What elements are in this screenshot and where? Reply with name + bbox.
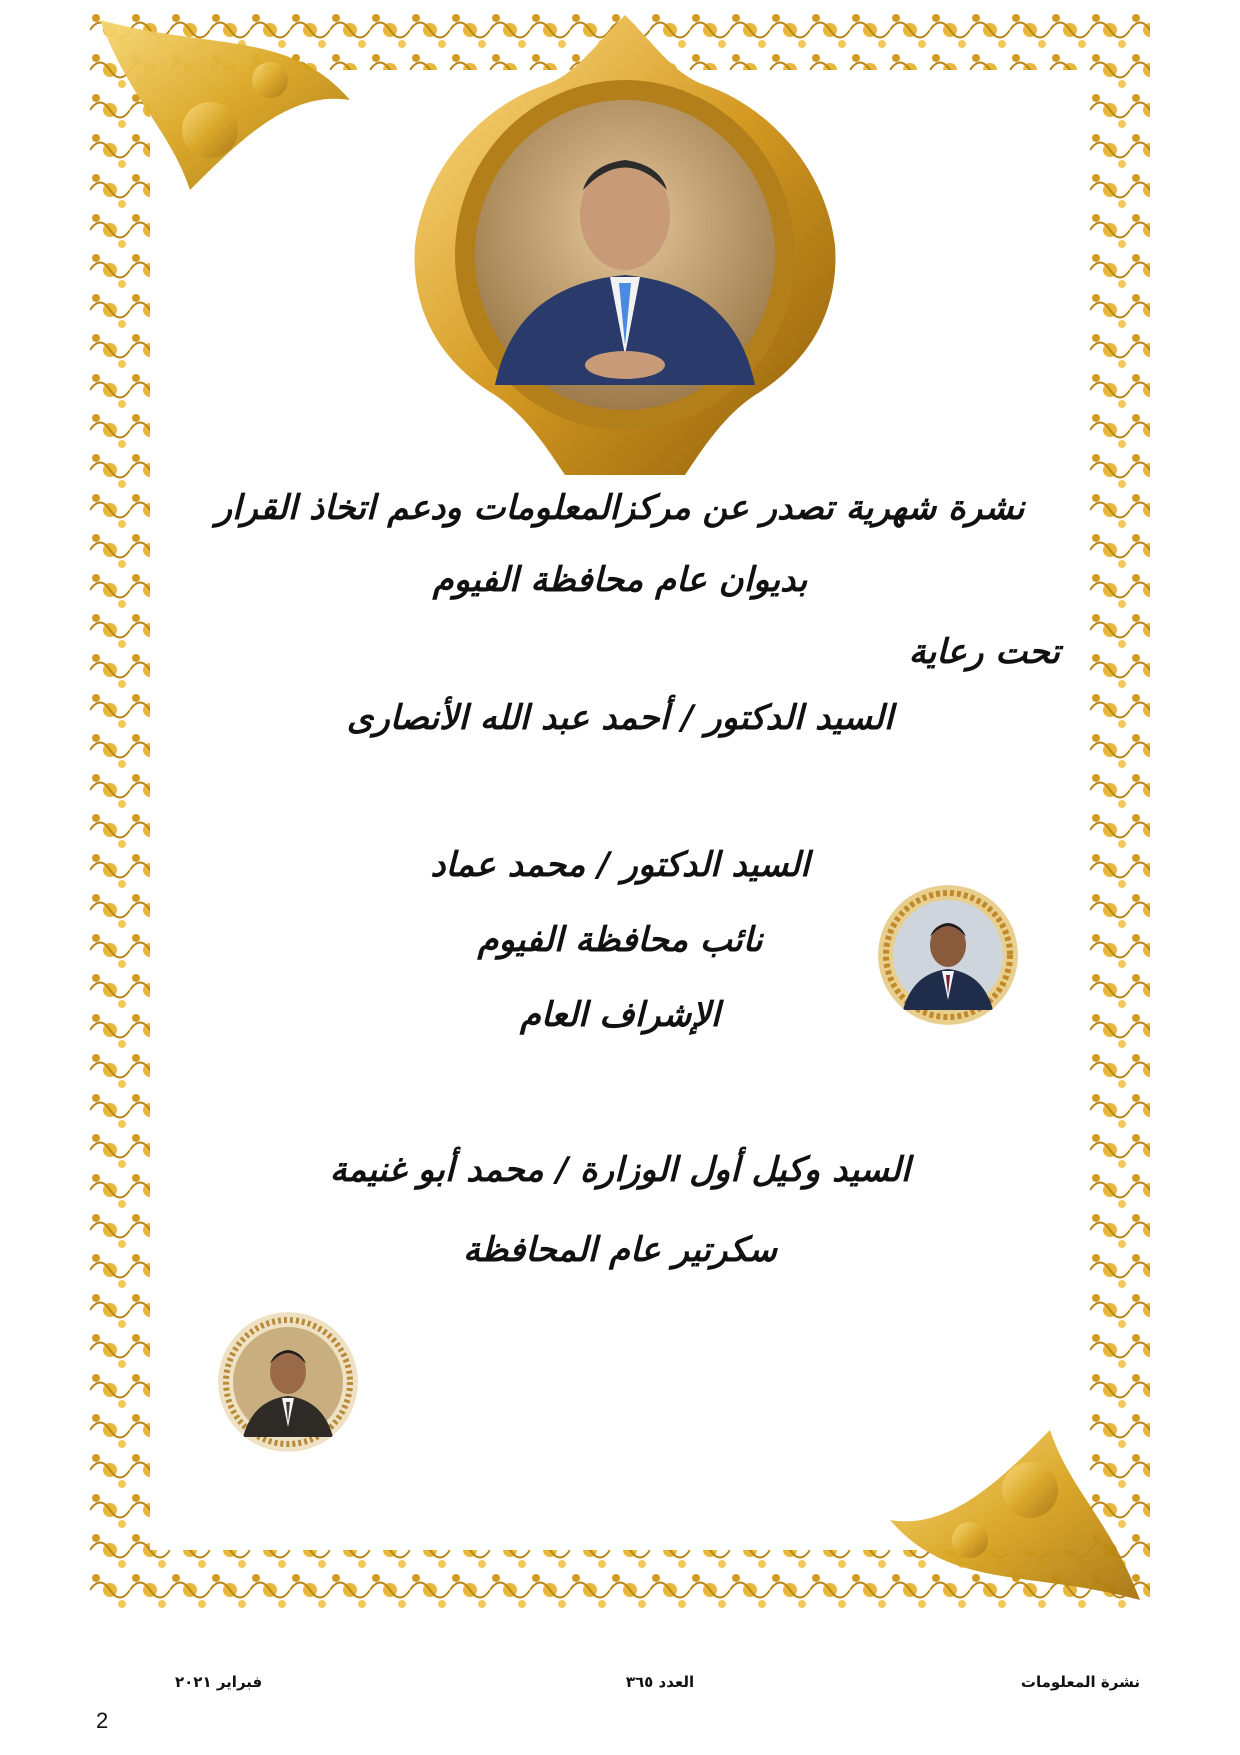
supervisor-role: نائب محافظة الفيوم [477,920,763,960]
secretary-role: سكرتير عام المحافظة [462,1230,778,1270]
deputy-portrait-medallion [878,885,1018,1025]
supervisor-name: السيد الدكتور / محمد عماد [430,845,810,885]
main-portrait-medallion [405,15,845,475]
patronage-label: تحت رعاية [908,632,1060,672]
supervision-title: الإشراف العام [519,995,721,1035]
patron-name: السيد الدكتور / أحمد عبد الله الأنصارى [346,698,894,738]
secretary-name: السيد وكيل أول الوزارة / محمد أبو غنيمة [329,1150,911,1190]
footer-issue: العدد ٣٦٥ [625,1673,695,1691]
page-number: 2 [96,1708,109,1733]
secretary-portrait-medallion [218,1312,358,1452]
header-line-2: بديوان عام محافظة الفيوم [432,560,808,600]
footer-date: فبراير ٢٠٢١ [175,1673,263,1691]
footer-publication: نشرة المعلومات [1020,1673,1140,1691]
header-line-1: نشرة شهرية تصدر عن مركزالمعلومات ودعم اتخاذ القرار [215,488,1025,528]
